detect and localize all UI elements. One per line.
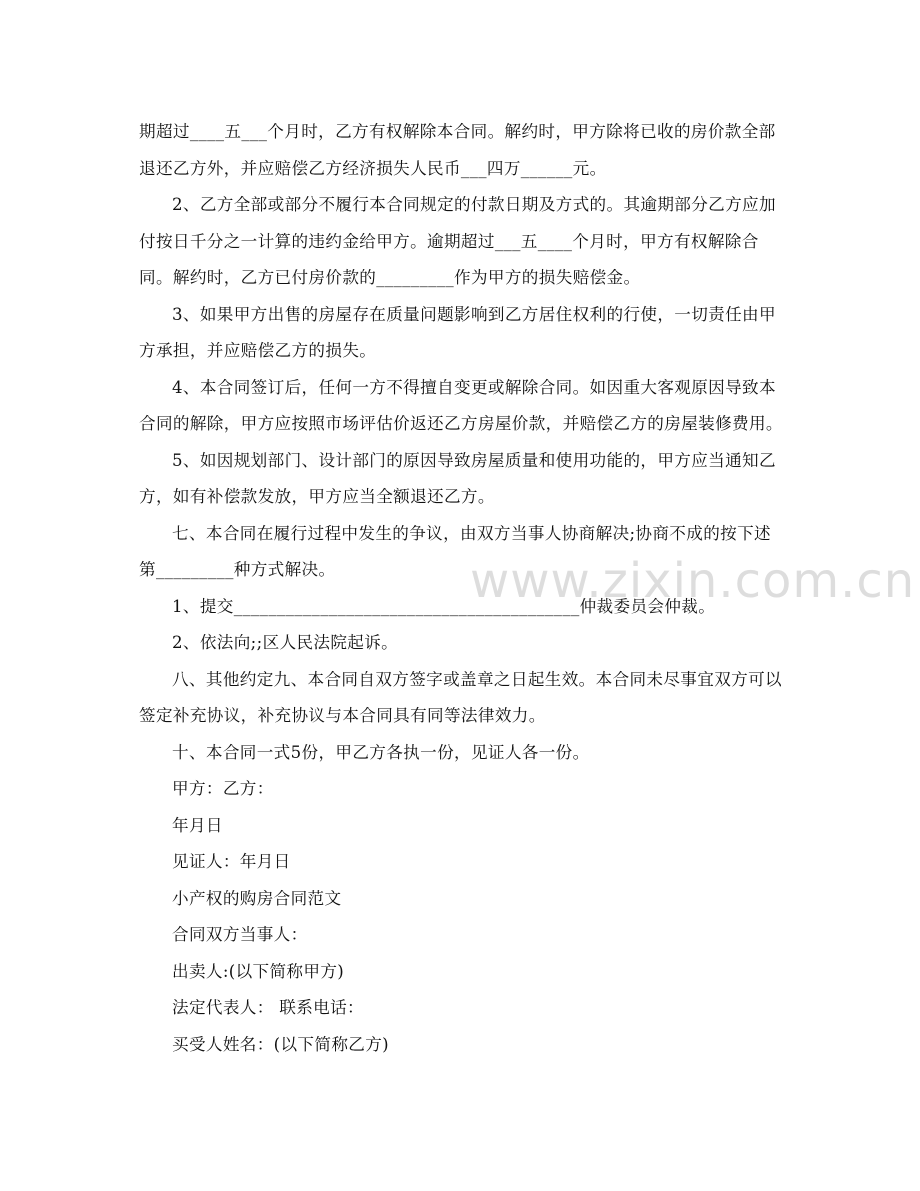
paragraph-section-7: 七、本合同在履行过程中发生的争议，由双方当事人协商解决;协商不成的按下述第_________种方式解决。 xyxy=(139,523,771,579)
watermark: www.zixin.com.cn xyxy=(470,553,916,609)
paragraph-court: 2、依法向;;区人民法院起诉。 xyxy=(172,633,399,652)
paragraph-section-8-9: 八、其他约定九、本合同自双方签字或盖章之日起生效。本合同未尽事宜双方可以签定补充协议，补充协议与本合同具有同等法律效力。 xyxy=(139,669,782,725)
section-title: 小产权的购房合同范文 xyxy=(172,888,342,908)
paragraph-termination-clause: 期超过____五___个月时，乙方有权解除本合同。解约时，甲方除将已收的房价款全部退还乙方外，并应赔偿乙方经济损失人民币___四万______元。 xyxy=(139,122,776,178)
seller-line: 出卖人:(以下简称甲方) xyxy=(172,961,345,981)
paragraph-arbitration: 1、提交________________________________________仲裁委员会仲裁。 xyxy=(172,596,716,616)
parties-heading: 合同双方当事人： xyxy=(172,925,308,944)
paragraph-clause-3: 3、如果甲方出售的房屋存在质量问题影响到乙方居住权利的行使，一切责任由甲方承担，并应赔偿乙方的损失。 xyxy=(139,304,776,360)
signature-parties: 甲方：乙方： xyxy=(172,779,274,798)
paragraph-section-10: 十、本合同一式5份，甲乙方各执一份，见证人各一份。 xyxy=(172,742,590,762)
document-body xyxy=(139,114,784,1063)
buyer-line: 买受人姓名：(以下简称乙方) xyxy=(172,1034,389,1054)
paragraph-clause-4: 4、本合同签订后，任何一方不得擅自变更或解除合同。如因重大客观原因导致本合同的解除，甲方应按照市场评估价返还乙方房屋价款，并赔偿乙方的房屋装修费用。 xyxy=(139,377,783,433)
paragraph-clause-5: 5、如因规划部门、设计部门的原因导致房屋质量和使用功能的，甲方应当通知乙方，如有补偿款发放，甲方应当全额退还乙方。 xyxy=(139,450,776,506)
signature-date: 年月日 xyxy=(172,815,223,835)
signature-witness: 见证人：年月日 xyxy=(172,852,291,871)
representative-line: 法定代表人： 联系电话： xyxy=(172,998,365,1017)
paragraph-clause-2: 2、乙方全部或部分不履行本合同规定的付款日期及方式的。其逾期部分乙方应加付按日千分之一计算的违约金给甲方。逾期超过___五____个月时，甲方有权解除合同。解约时，乙方已付房价款的_________作为甲方的损失赔偿金。 xyxy=(139,195,776,287)
